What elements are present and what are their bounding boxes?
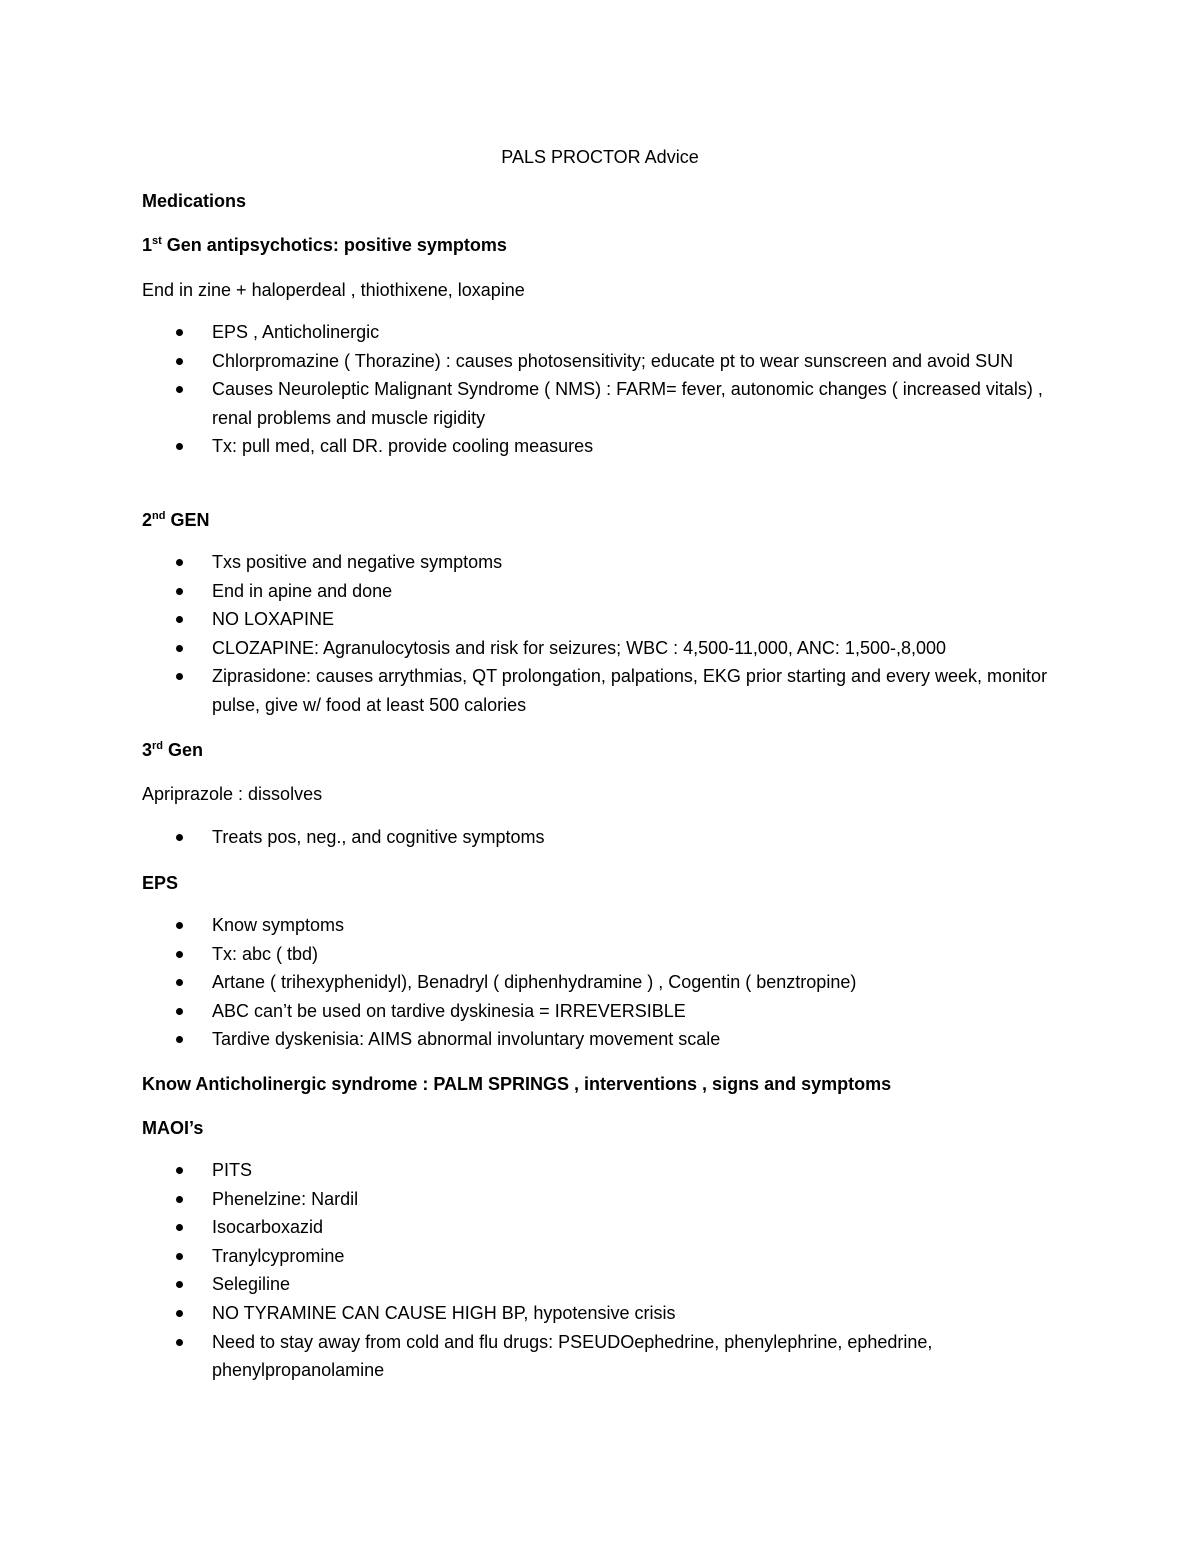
list-item-text: ABC can’t be used on tardive dyskinesia = IRREVERSIBLE xyxy=(212,1000,686,1021)
list-item-text: Selegiline xyxy=(212,1274,291,1295)
bullet-icon xyxy=(176,386,183,393)
anticholinergic-line: Know Anticholinergic syndrome : PALM SPRINGS , interventions , signs and symptoms xyxy=(142,1074,892,1094)
bullet-icon xyxy=(176,979,183,986)
bullet-icon xyxy=(176,922,183,929)
bullet-icon xyxy=(176,1339,183,1346)
bullet-icon xyxy=(176,1036,183,1043)
gen1-num: 1 xyxy=(142,235,153,255)
list-item xyxy=(142,375,1062,432)
list-item-text: Phenelzine: Nardil xyxy=(212,1188,359,1209)
gen1-list xyxy=(142,318,1062,461)
list-item xyxy=(142,318,1062,347)
bullet-icon xyxy=(176,588,183,595)
list-item-text: End in apine and done xyxy=(212,580,393,601)
gen3-sup: rd xyxy=(152,740,164,752)
list-item-text: Need to stay away from cold and flu drugs: PSEUDOephedrine, phenylephrine, ephedrine, phenylpropanolamine xyxy=(212,1331,933,1381)
gen3-rest: Gen xyxy=(163,740,204,760)
list-item xyxy=(142,432,1062,461)
gen2-list xyxy=(142,548,1062,720)
gen2-heading xyxy=(142,509,209,531)
gen3-num: 3 xyxy=(142,740,153,760)
list-item-text: EPS , Anticholinergic xyxy=(212,322,380,342)
gen3-list xyxy=(142,823,1062,852)
list-item-text: Know symptoms xyxy=(212,915,345,935)
list-item-text: Ziprasidone: causes arrythmias, QT prolongation, palpations, EKG prior starting and every week, monitor pulse, give w/ food at least 500 calories xyxy=(212,666,1048,715)
bullet-icon xyxy=(176,616,183,623)
list-item-text: Artane ( trihexyphenidyl), Benadryl ( diphenhydramine ) , Cogentin ( benztropine) xyxy=(212,972,857,993)
list-item-text: Treats pos, neg., and cognitive symptoms xyxy=(212,827,545,847)
list-item-text: Tranylcypromine xyxy=(212,1245,345,1266)
list-item-text: Isocarboxazid xyxy=(212,1217,324,1238)
gen1-intro: End in zine + haloperdeal , thiothixene, loxapine xyxy=(142,280,525,300)
list-item xyxy=(142,577,1062,606)
gen1-heading xyxy=(142,234,507,256)
list-item-text: Tx: pull med, call DR. provide cooling measures xyxy=(212,436,594,457)
gen1-sup: st xyxy=(152,235,162,247)
bullet-icon xyxy=(176,951,183,958)
list-item xyxy=(142,997,1062,1026)
gen2-num: 2 xyxy=(142,510,153,530)
bullet-icon xyxy=(176,1253,183,1260)
list-item xyxy=(142,1213,1062,1242)
list-item xyxy=(142,548,1062,577)
eps-list xyxy=(142,911,1062,1054)
bullet-icon xyxy=(176,1167,183,1174)
maoi-heading: MAOI’s xyxy=(142,1118,204,1138)
gen1-rest: Gen antipsychotics: positive symptoms xyxy=(161,235,507,255)
list-item-text: Chlorpromazine ( Thorazine) : causes photosensitivity; educate pt to wear sunscreen and avoid SUN xyxy=(212,350,1014,371)
bullet-icon xyxy=(176,673,183,680)
list-item xyxy=(142,1156,1062,1185)
list-item-text: NO LOXAPINE xyxy=(212,609,335,630)
bullet-icon xyxy=(176,1196,183,1203)
list-item-text: Causes Neuroleptic Malignant Syndrome ( NMS) : FARM= fever, autonomic changes ( increased vitals) , renal problems and muscle rigidity xyxy=(212,379,1043,428)
eps-heading: EPS xyxy=(142,873,179,893)
list-item-text: Tardive dyskenisia: AIMS abnormal involuntary movement scale xyxy=(212,1029,721,1050)
list-item xyxy=(142,1328,1062,1385)
bullet-icon xyxy=(176,1281,183,1288)
bullet-icon xyxy=(176,834,183,841)
page-title: PALS PROCTOR Advice xyxy=(501,147,699,167)
medications-heading: Medications xyxy=(142,191,247,211)
list-item-text: Tx: abc ( tbd) xyxy=(212,943,319,964)
list-item xyxy=(142,605,1062,634)
bullet-icon xyxy=(176,559,183,566)
list-item-text: Txs positive and negative symptoms xyxy=(212,552,503,572)
list-item xyxy=(142,968,1062,997)
maoi-list xyxy=(142,1156,1062,1385)
list-item xyxy=(142,1270,1062,1299)
bullet-icon xyxy=(176,1008,183,1015)
list-item xyxy=(142,1025,1062,1054)
gen3-heading xyxy=(142,739,203,761)
list-item xyxy=(142,662,1062,719)
gen2-sup: nd xyxy=(152,510,166,522)
bullet-icon xyxy=(176,1310,183,1317)
list-item xyxy=(142,911,1062,940)
gen2-rest: GEN xyxy=(165,510,210,530)
bullet-icon xyxy=(176,329,183,336)
list-item-text: NO TYRAMINE CAN CAUSE HIGH BP, hypotensive crisis xyxy=(212,1302,676,1323)
list-item xyxy=(142,347,1062,376)
list-item xyxy=(142,1242,1062,1271)
list-item xyxy=(142,823,1062,852)
gen3-intro: Apriprazole : dissolves xyxy=(142,784,323,804)
bullet-icon xyxy=(176,645,183,652)
list-item xyxy=(142,634,1062,663)
bullet-icon xyxy=(176,1224,183,1231)
bullet-icon xyxy=(176,443,183,450)
list-item xyxy=(142,1185,1062,1214)
list-item xyxy=(142,940,1062,969)
list-item xyxy=(142,1299,1062,1328)
bullet-icon xyxy=(176,358,183,365)
list-item-text: PITS xyxy=(212,1160,253,1180)
list-item-text: CLOZAPINE: Agranulocytosis and risk for seizures; WBC : 4,500-11,000, ANC: 1,500-,8,000 xyxy=(212,637,947,658)
